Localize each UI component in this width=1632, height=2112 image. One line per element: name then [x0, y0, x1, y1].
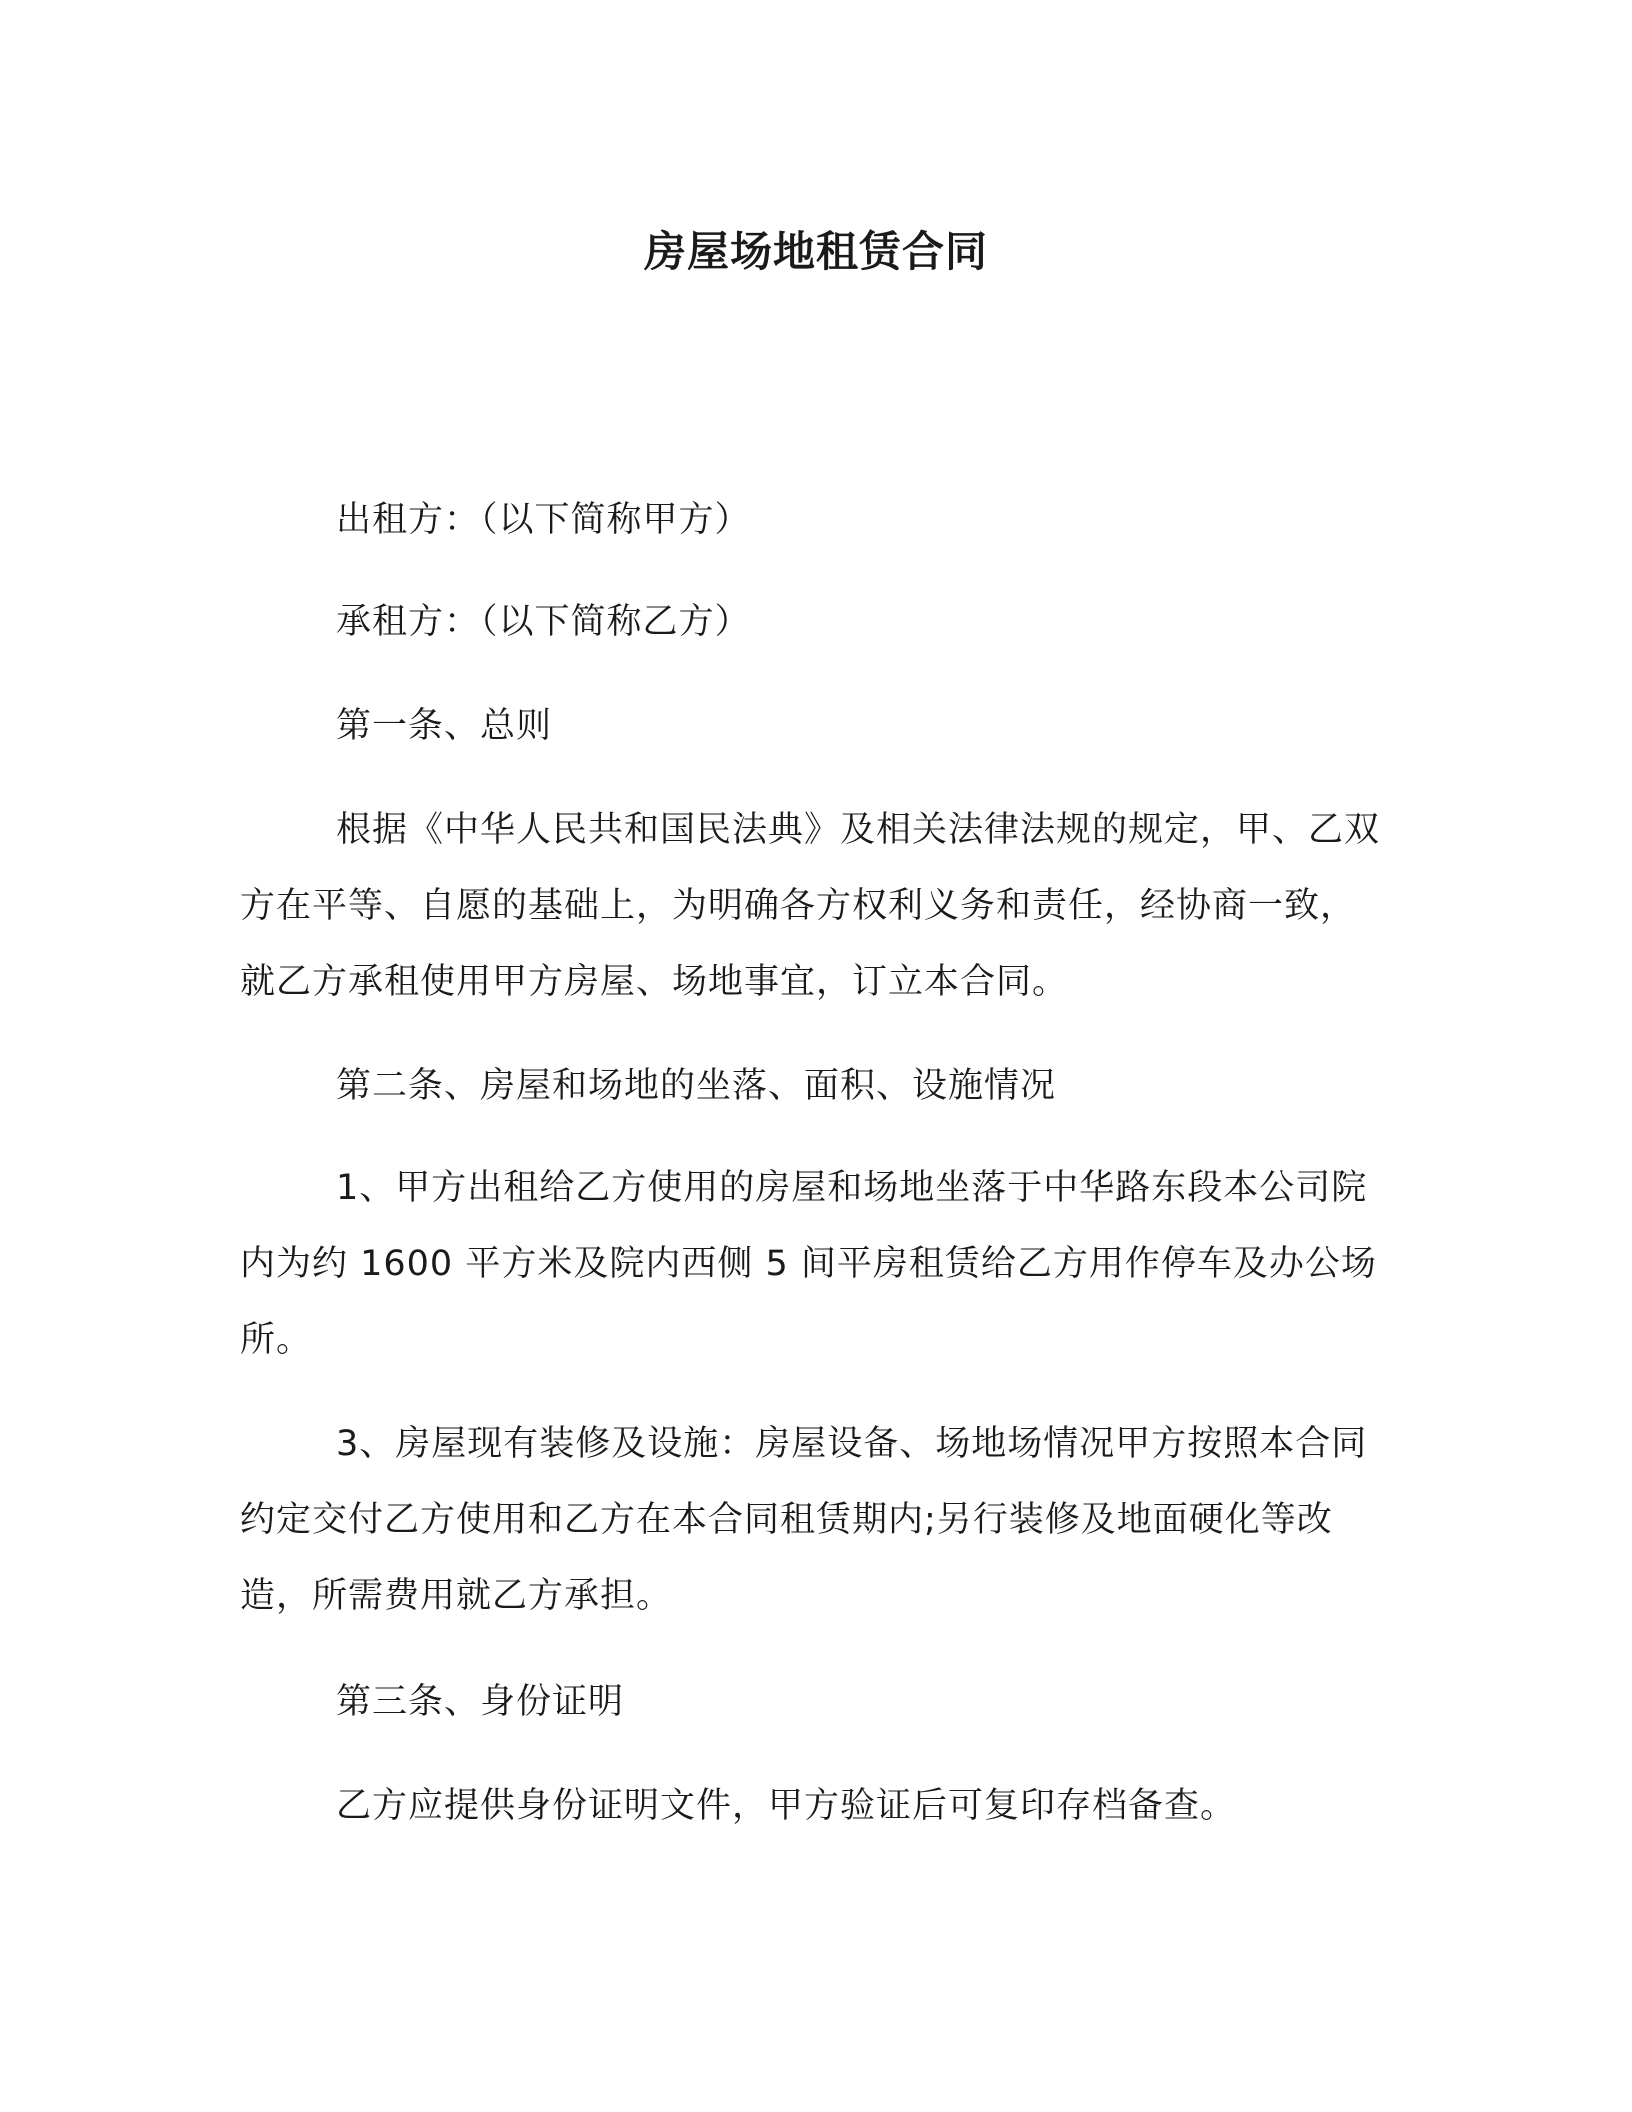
lessor-line: 出租方：（以下简称甲方） [336, 500, 751, 540]
lessee-line: 承租方：（以下简称乙方） [336, 602, 751, 642]
article-2-item-1: 1、甲方出租给乙方使用的房屋和场地坐落于中华路东段本公司院内为约 1600 平方米及院内西侧 5 间平房租赁给乙方用作停车及办公场所。 [240, 1168, 1377, 1360]
article-2-item-3: 3、房屋现有装修及设施：房屋设备、场地场情况甲方按照本合同约定交付乙方使用和乙方在本合同租赁期内;另行装修及地面硬化等改造，所需费用就乙方承担。 [240, 1424, 1368, 1616]
article-1-body: 根据《中华人民共和国民法典》及相关法律法规的规定，甲、乙双方在平等、自愿的基础上，为明确各方权利义务和责任，经协商一致，就乙方承租使用甲方房屋、场地事宜，订立本合同。 [240, 810, 1381, 1002]
article-2-heading: 第二条、房屋和场地的坐落、面积、设施情况 [336, 1066, 1057, 1106]
article-1-heading: 第一条、总则 [336, 706, 553, 746]
article-3-heading: 第三条、身份证明 [336, 1682, 625, 1722]
document-title: 房屋场地租赁合同 [643, 227, 988, 276]
article-3-body: 乙方应提供身份证明文件，甲方验证后可复印存档备查。 [336, 1786, 1237, 1826]
